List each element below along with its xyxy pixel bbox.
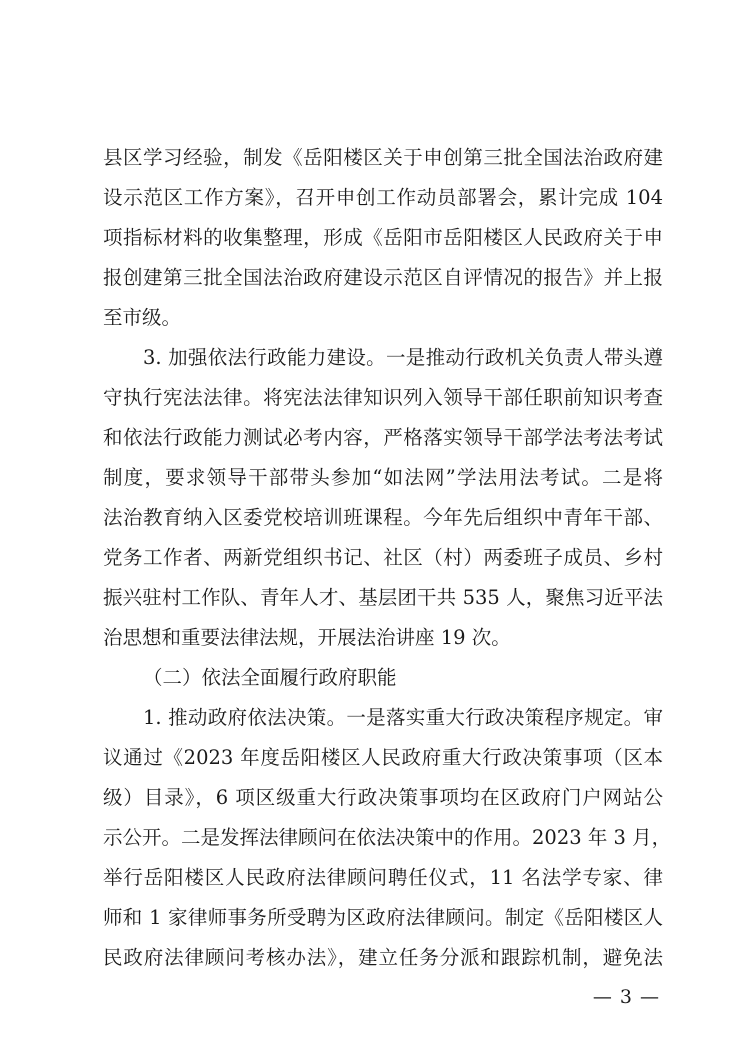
text-line: 举行岳阳楼区人民政府法律顾问聘任仪式，11 名法学专家、律 <box>103 866 663 889</box>
text-line: 示公开。二是发挥法律顾问在依法决策中的作用。2023 年 3 月， <box>103 826 672 849</box>
section-heading: （二）依法全面履行政府职能 <box>143 666 397 689</box>
text-line: 议通过《2023 年度岳阳楼区人民政府重大行政决策事项（区本 <box>103 746 663 769</box>
text-line: 级）目录》，6 项区级重大行政决策事项均在区政府门户网站公 <box>103 786 663 809</box>
text-line: 治思想和重要法律法规，开展法治讲座 19 次。 <box>103 626 511 649</box>
text-line: 振兴驻村工作队、青年人才、基层团干共 535 人，聚焦习近平法 <box>103 586 663 609</box>
text-line: 县区学习经验，制发《岳阳楼区关于申创第三批全国法治政府建 <box>103 146 663 169</box>
text-line: 守执行宪法法律。将宪法法律知识列入领导干部任职前知识考查 <box>103 386 663 409</box>
text-line: 制度，要求领导干部带头参加“如法网”学法用法考试。二是将 <box>103 466 663 489</box>
text-line: 至市级。 <box>103 306 182 329</box>
text-line: 党务工作者、两新党组织书记、社区（村）两委班子成员、乡村 <box>103 546 663 569</box>
paragraph-heading-line: 3. 加强依法行政能力建设。一是推动行政机关负责人带头遵 <box>143 346 663 369</box>
text-line: 项指标材料的收集整理，形成《岳阳市岳阳楼区人民政府关于申 <box>103 226 663 249</box>
text-line: 师和 1 家律师事务所受聘为区政府法律顾问。制定《岳阳楼区人 <box>103 906 663 929</box>
text-line: 报创建第三批全国法治政府建设示范区自评情况的报告》并上报 <box>103 266 663 289</box>
text-line: 民政府法律顾问考核办法》，建立任务分派和跟踪机制，避免法 <box>103 946 663 969</box>
paragraph-heading-line: 1. 推动政府依法决策。一是落实重大行政决策程序规定。审 <box>143 706 663 729</box>
text-line: 和依法行政能力测试必考内容，严格落实领导干部学法考法考试 <box>103 426 663 449</box>
text-line: 法治教育纳入区委党校培训班课程。今年先后组织中青年干部、 <box>103 506 663 529</box>
text-line: 设示范区工作方案》，召开申创工作动员部署会，累计完成 104 <box>103 186 663 209</box>
page-number: — 3 — <box>592 986 660 1008</box>
